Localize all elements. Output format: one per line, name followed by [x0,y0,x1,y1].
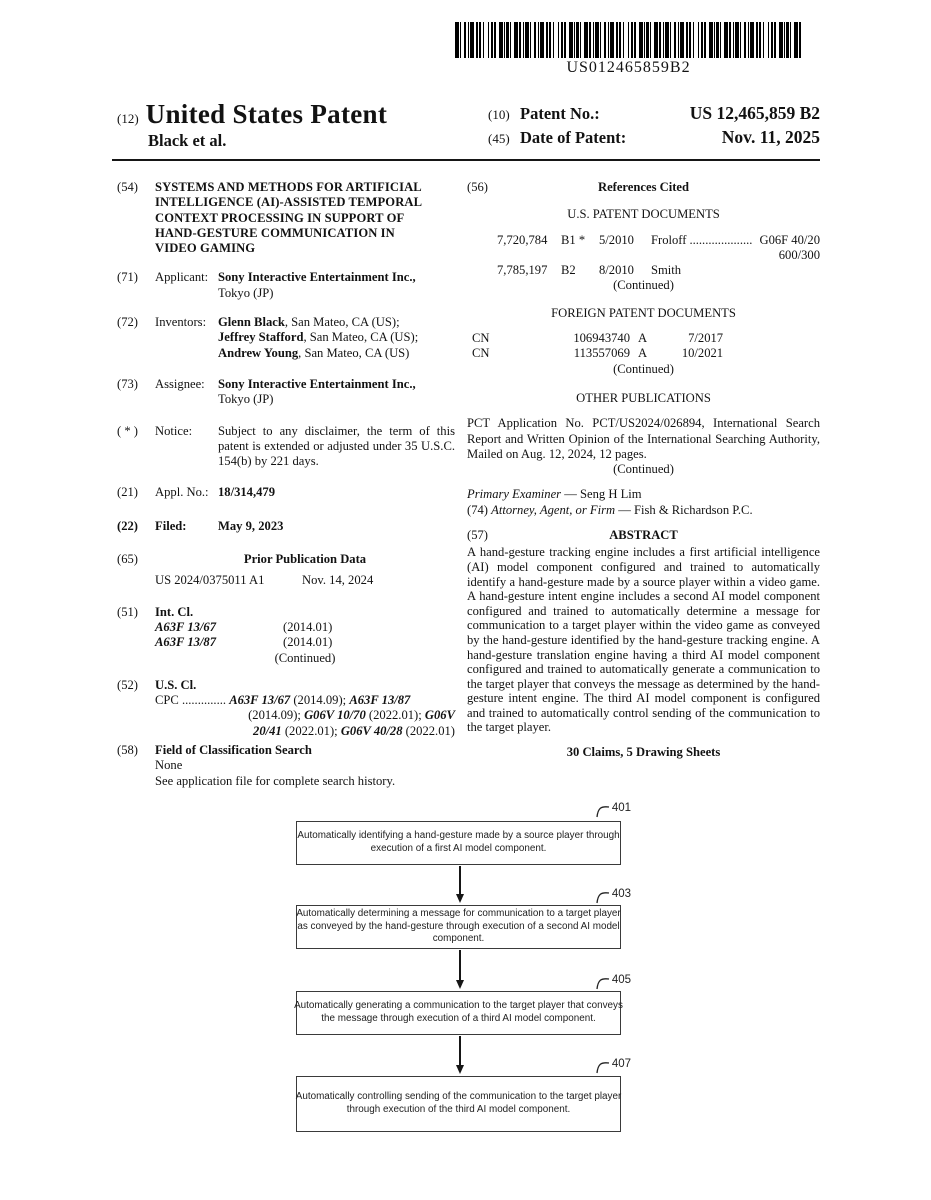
code-45: (45) [488,131,510,146]
attorney-text: Attorney, Agent, or Firm — Fish & Richardson P.C. [491,502,753,517]
other-publications-heading: OTHER PUBLICATIONS [576,390,711,405]
references-cited-heading-row [467,180,820,195]
assignee-name: Sony Interactive Entertainment Inc., [218,376,416,391]
code-10: (10) [488,107,510,122]
field-72: (72) [117,315,138,330]
appl-no-label: Appl. No.: [155,485,209,500]
field-74: (74) [467,502,488,517]
ref-label-401 [596,802,631,818]
figure-flowchart [294,800,631,1140]
applicant-section [117,270,455,301]
foreign-patent-row [467,346,820,361]
document-type: United States Patent [145,99,388,129]
other-continued: (Continued) [613,462,674,477]
int-cl-code: A63F 13/87 [155,635,217,650]
ref-number: 405 [611,974,631,986]
field-65: (65) [117,552,138,567]
patentee-name: Smith [651,263,682,278]
date-of-patent-value: Nov. 11, 2025 [721,127,820,147]
field-57: (57) [467,528,488,543]
date-of-patent-label: Date of Patent: [520,128,627,147]
inventor-line: Glenn Black, San Mateo, CA (US); [218,315,400,330]
appl-no-value: 18/314,479 [218,485,276,500]
applicant-name: Sony Interactive Entertainment Inc., [218,270,416,285]
kind-code: B1 * [561,232,586,247]
kind-code: B2 [561,263,576,278]
barcode-stripes [455,22,802,58]
barcode-number: US012465859B2 [566,59,691,76]
notice-section [117,424,455,470]
field-of-search-none: None [155,758,183,773]
applicant-location: Tokyo (JP) [218,285,274,300]
ref-number: 403 [611,888,631,900]
assignee-section [117,377,455,408]
filed-value: May 9, 2023 [218,518,284,533]
assignee-location: Tokyo (JP) [218,392,274,407]
prior-publication-date: Nov. 14, 2024 [302,573,374,588]
invention-title: SYSTEMS AND METHODS FOR ARTIFICIAL INTELLIGENCE (AI)-ASSISTED TEMPORAL CONTEXT PROCESSING IN SUPPORT OF HAND-GESTURE COMMUNICATION IN VIDEO GAMING [155,180,423,256]
foreign-number: 106943740 [573,331,630,346]
abstract-text: A hand-gesture tracking engine includes a first artificial intelligence (AI) model component configured and trained to automatically identify a hand-gesture made by a source player within a video game. A hand-gesture intent engine includes a second AI model component configured and trained to automatically determine a message for communication to a target player within the video game as conveyed by the hand-gesture identified by the hand-gesture tracking engine. A hand-gesture translation engine having a third AI model component configured and trained to automatically generate a communication to the target player that conveys the message as determined by the hand-gesture intent engine. The third AI model component is configured and trained to automatically control sending of the communication to the target player. [467,545,820,735]
bibliographic-column [117,180,455,803]
ref-leader-icon [596,890,610,904]
notice-text: Subject to any disclaimer, the term of this patent is extended or adjusted under 35 U.S.C. 154(b) by 221 days. [218,423,455,469]
us-patent-documents-heading: U.S. PATENT DOCUMENTS [567,207,720,222]
flow-step-box: Automatically controlling sending of the communication to the target player through execution of the third AI model component. [296,1076,621,1132]
us-patent-document-row [467,233,820,248]
claims-line: 30 Claims, 5 Drawing Sheets [566,745,721,760]
cpc-line: 20/41 (2022.01); G06V 40/28 (2022.01) [253,723,455,738]
notice-label: Notice: [155,423,193,438]
int-cl-version: (2014.01) [283,635,333,650]
flow-arrow [459,866,461,895]
title-section [117,180,455,256]
references-column [467,180,820,760]
patent-date: 8/2010 [599,263,634,278]
cpc-line: CPC .............. A63F 13/67 (2014.09); A63F 13/87 [155,693,411,708]
field-73: (73) [117,376,138,391]
foreign-kind: A [638,331,648,346]
field-51: (51) [117,604,138,619]
assignee-value [218,377,455,408]
us-cl-heading: U.S. Cl. [155,677,197,692]
prior-publication-heading: Prior Publication Data [243,552,367,567]
classification-continuation: 600/300 [778,247,820,262]
barcode [455,22,802,77]
field-star: ( * ) [117,423,138,438]
country-code: CN [472,331,490,346]
patent-no-value: US 12,465,859 B2 [689,103,820,123]
prior-publication-number: US 2024/0375011 A1 [155,573,265,588]
inventors-section [117,315,455,361]
flow-step-box: Automatically identifying a hand-gesture made by a source player through execution of a first AI model component. [296,821,621,865]
cpc-line: (2014.09); G06V 10/70 (2022.01); G06V [248,708,455,723]
patent-no-label: Patent No.: [520,104,600,123]
filed-label: Filed: [155,518,187,533]
primary-examiner-line: Primary Examiner — Seng H Lim [467,487,642,502]
field-of-search-note: See application file for complete search history. [155,773,396,788]
other-publication-text: PCT Application No. PCT/US2024/026894, International Search Report and Written Opinion of the International Searching Authority, Mailed on Aug. 12, 2024, 12 pages. [467,416,820,461]
patent-date: 5/2010 [599,232,634,247]
first-inventor-line: Black et al. [148,131,227,150]
classification: G06F 40/20 [759,232,820,247]
attorney-line [467,503,820,518]
inventors-value [218,315,455,361]
field-52: (52) [117,677,138,692]
ref-label-405 [596,974,631,990]
flow-step-box: Automatically generating a communication to the target player that conveys the message through execution of a third AI model component. [296,991,621,1035]
field-58: (58) [117,743,138,758]
field-21: (21) [117,485,138,500]
patent-number: 7,785,197 [497,263,548,278]
int-cl-code: A63F 13/67 [155,619,217,634]
ref-number: 401 [611,802,631,814]
us-cl-section [117,678,455,739]
country-code: CN [472,346,490,361]
header-divider [112,159,820,161]
header-left [117,99,387,151]
applicant-value [218,270,455,301]
references-cited-heading: References Cited [597,180,690,194]
foreign-kind: A [638,346,648,361]
foreign-patent-row [467,331,820,346]
patent-number: 7,720,784 [497,232,548,247]
fpd-continued: (Continued) [613,361,674,376]
ref-label-403 [596,888,631,904]
abstract-heading-row [467,528,820,543]
field-22: (22) [117,518,138,533]
code-12: (12) [117,111,139,126]
field-54: (54) [117,180,138,194]
field-56: (56) [467,180,488,194]
int-cl-continued: (Continued) [274,650,336,665]
flow-step-box: Automatically determining a message for communication to a target player as conveyed by the hand-gesture through execution of a second AI model component. [296,905,621,949]
foreign-date: 10/2021 [681,346,724,361]
int-cl-heading: Int. Cl. [155,604,194,619]
prior-publication-section [117,552,455,589]
foreign-patent-documents-heading: FOREIGN PATENT DOCUMENTS [551,305,736,320]
inventor-line: Andrew Young, San Mateo, CA (US) [218,345,410,360]
ref-leader-icon [596,976,610,990]
header-right [488,103,820,151]
int-cl-section [117,605,455,666]
applicant-label: Applicant: [155,270,209,285]
int-cl-version: (2014.01) [283,619,333,634]
dot-leader: .................... [689,232,753,247]
inventors-label: Inventors: [155,315,207,330]
us-patent-document-row [467,263,820,278]
filed-section [117,519,455,534]
ref-number: 407 [611,1058,631,1070]
inventor-line: Jeffrey Stafford, San Mateo, CA (US); [218,330,419,345]
flow-arrow [459,1036,461,1066]
abstract-heading: ABSTRACT [609,528,678,543]
foreign-number: 113557069 [573,346,630,361]
flow-arrow [459,950,461,981]
ref-leader-icon [596,1060,610,1074]
uspd-continued: (Continued) [613,278,674,293]
patentee-name: Froloff [651,232,687,247]
field-of-search-section [117,743,455,789]
field-of-search-heading: Field of Classification Search [155,743,312,758]
appl-no-section [117,485,455,500]
ref-leader-icon [596,804,610,818]
field-71: (71) [117,270,138,285]
assignee-label: Assignee: [155,376,205,391]
ref-label-407 [596,1058,631,1074]
foreign-date: 7/2017 [688,331,724,346]
